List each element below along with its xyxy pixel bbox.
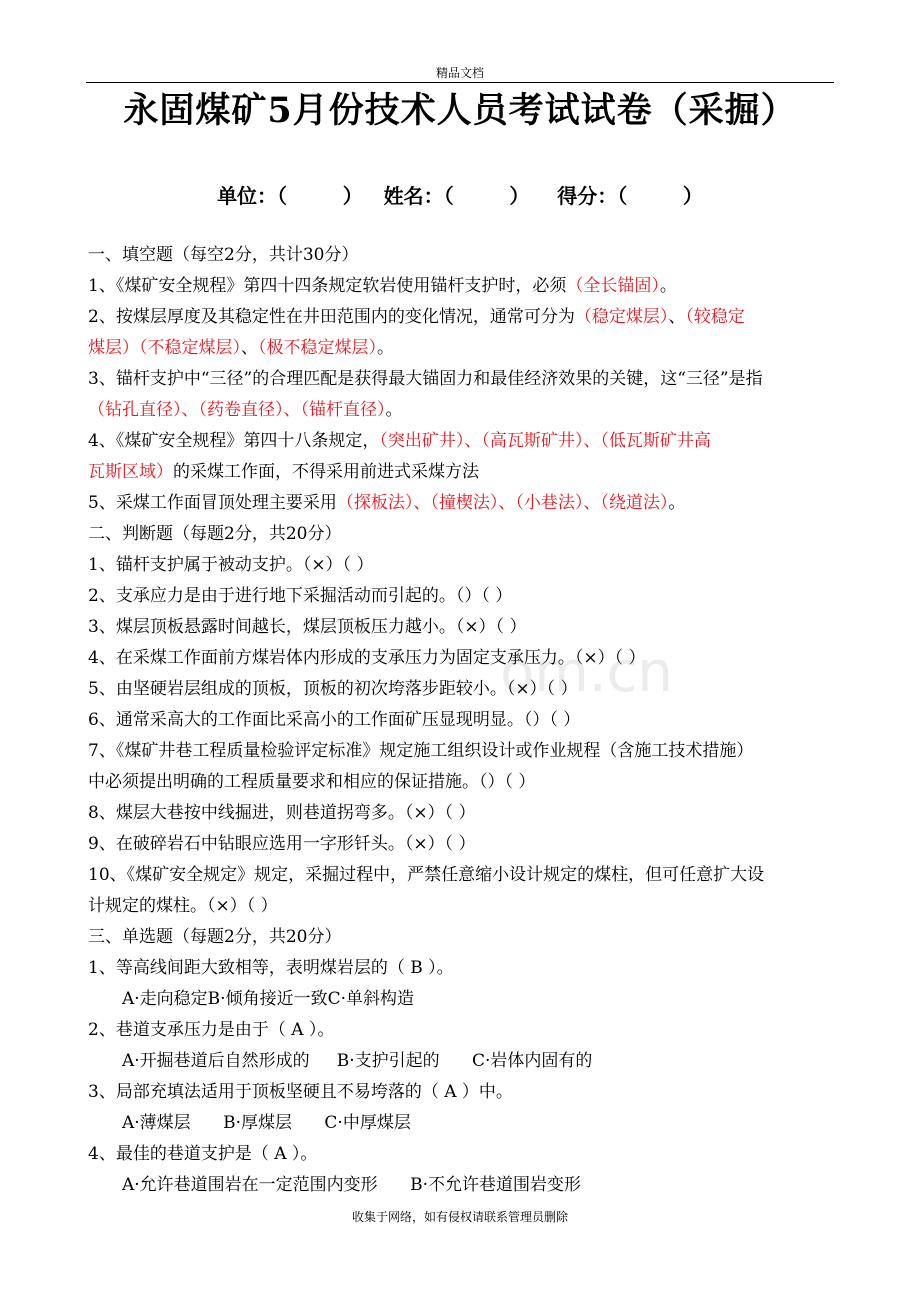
- footer-note: 收集于网络，如有侵权请联系管理员删除: [351, 1210, 568, 1224]
- answer-text: （全长锚固）: [566, 276, 660, 296]
- fill-question-4-cont: [88, 457, 833, 488]
- judge-item: 5、由坚硬岩层组成的顶板，顶板的初次垮落步距较小。（×）（ ）: [88, 679, 578, 699]
- fill-question-4: [88, 426, 833, 457]
- judge-item: 中必须提出明确的工程质量要求和相应的保证措施。（）（ ）: [88, 772, 536, 792]
- section3-heading: 三、单选题（每题2分，共20分）: [88, 927, 342, 947]
- answer-text: （突出矿井）、（高瓦斯矿井）、（低瓦斯矿井高: [379, 431, 711, 451]
- question-text: 2、按煤层厚度及其稳定性在井田范围内的变化情况，通常可分为: [88, 307, 575, 327]
- judge-item: 9、在破碎岩石中钻眼应选用一字形钎头。（×）（ ）: [88, 834, 476, 854]
- judge-item: 4、在采煤工作面前方煤岩体内形成的支承压力为固定支承压力。（×）（ ）: [88, 648, 646, 668]
- question-text: 、: [241, 338, 258, 358]
- choice-options: A·薄煤层 B·厚煤层 C·中厚煤层: [122, 1113, 411, 1133]
- fill-question-5: [88, 488, 833, 519]
- question-text: 5、采煤工作面冒顶处理主要采用: [88, 493, 337, 513]
- question-text: 。: [668, 493, 686, 513]
- section1-heading: 一、填空题（每空2分，共计30分）: [88, 245, 359, 265]
- choice-options: A·走向稳定B·倾角接近一致C·单斜构造: [122, 989, 414, 1009]
- choice-question-stem: 4、最佳的巷道支护是（ A ）。: [88, 1144, 318, 1164]
- watermark: om.cn: [500, 640, 673, 705]
- judge-item: 6、通常采高大的工作面比采高小的工作面矿压显现明显。（）（ ）: [88, 710, 581, 730]
- header-note: 精品文档: [435, 66, 484, 80]
- judge-item: 1、锚杆支护属于被动支护。（×）（ ）: [88, 555, 374, 575]
- question-text: 的采煤工作面，不得采用前进式采煤方法: [173, 462, 479, 482]
- answer-text: （不稳定煤层）: [139, 338, 241, 358]
- question-text: 4、《煤矿安全规程》第四十八条规定，: [88, 431, 380, 451]
- judge-item: 7、《煤矿井巷工程质量检验评定标准》规定施工组织设计或作业规程（含施工技术措施）: [88, 741, 754, 761]
- judge-item: 10、《煤矿安全规定》规定，采掘过程中，严禁任意缩小设计规定的煤柱，但可任意扩大设: [88, 865, 765, 885]
- page-title: 永固煤矿5月份技术人员考试试卷（采掘）: [123, 90, 797, 131]
- choice-question-stem: 1、等高线间距大致相等，表明煤岩层的（ B ）。: [88, 958, 454, 978]
- question-text: 1、《煤矿安全规程》第四十四条规定软岩使用锚杆支护时，必须: [88, 276, 567, 296]
- fill-question-3: 3、锚杆支护中“三径”的合理匹配是获得最大锚固力和最佳经济效果的关键，这“三径”是指: [88, 369, 763, 389]
- fill-question-1: [88, 271, 833, 302]
- answer-text: （稳定煤层）: [574, 307, 669, 327]
- answer-text: （极不稳定煤层）: [258, 338, 377, 358]
- header-divider: [86, 82, 834, 83]
- answer-text: 瓦斯区域）: [88, 462, 173, 482]
- question-text: 、: [668, 307, 686, 327]
- answer-text: （探板法）、（撞楔法）、（小巷法）、（绕道法）: [336, 493, 669, 513]
- question-text: 。: [385, 400, 403, 420]
- judge-item: 8、煤层大巷按中线掘进，则巷道拐弯多。（×）（ ）: [88, 803, 476, 823]
- choice-options: A·开掘巷道后自然形成的 B·支护引起的 C·岩体内固有的: [122, 1051, 593, 1071]
- fill-question-2: [88, 302, 833, 333]
- answer-text: （钻孔直径）、（药卷直径）、（锚杆直径）: [88, 400, 386, 420]
- choice-question-stem: 3、局部充填法适用于顶板坚硬且不易垮落的（ A ）中。: [88, 1082, 513, 1102]
- answer-text: 煤层）: [88, 338, 139, 358]
- judge-item: 2、支承应力是由于进行地下采掘活动而引起的。（）（ ）: [88, 586, 513, 606]
- judge-item: 计规定的煤柱。（×）（ ）: [88, 896, 278, 916]
- judge-item: 3、煤层顶板悬露时间越长，煤层顶板压力越小。（×）（ ）: [88, 617, 527, 637]
- exam-info-line: 单位：（ ） 姓名：（ ） 得分：（ ）: [217, 184, 703, 208]
- fill-question-2-cont: [88, 333, 833, 364]
- choice-question-stem: 2、巷道支承压力是由于（ A ）。: [88, 1020, 335, 1040]
- fill-question-3-cont: [88, 395, 833, 426]
- choice-options: A·允许巷道围岩在一定范围内变形 B·不允许巷道围岩变形: [122, 1175, 581, 1195]
- exam-content: [88, 240, 833, 1201]
- question-text: 。: [659, 276, 677, 296]
- section2-heading: 二、判断题（每题2分，共20分）: [88, 524, 342, 544]
- answer-text: （较稳定: [685, 307, 745, 327]
- question-text: 。: [377, 338, 394, 358]
